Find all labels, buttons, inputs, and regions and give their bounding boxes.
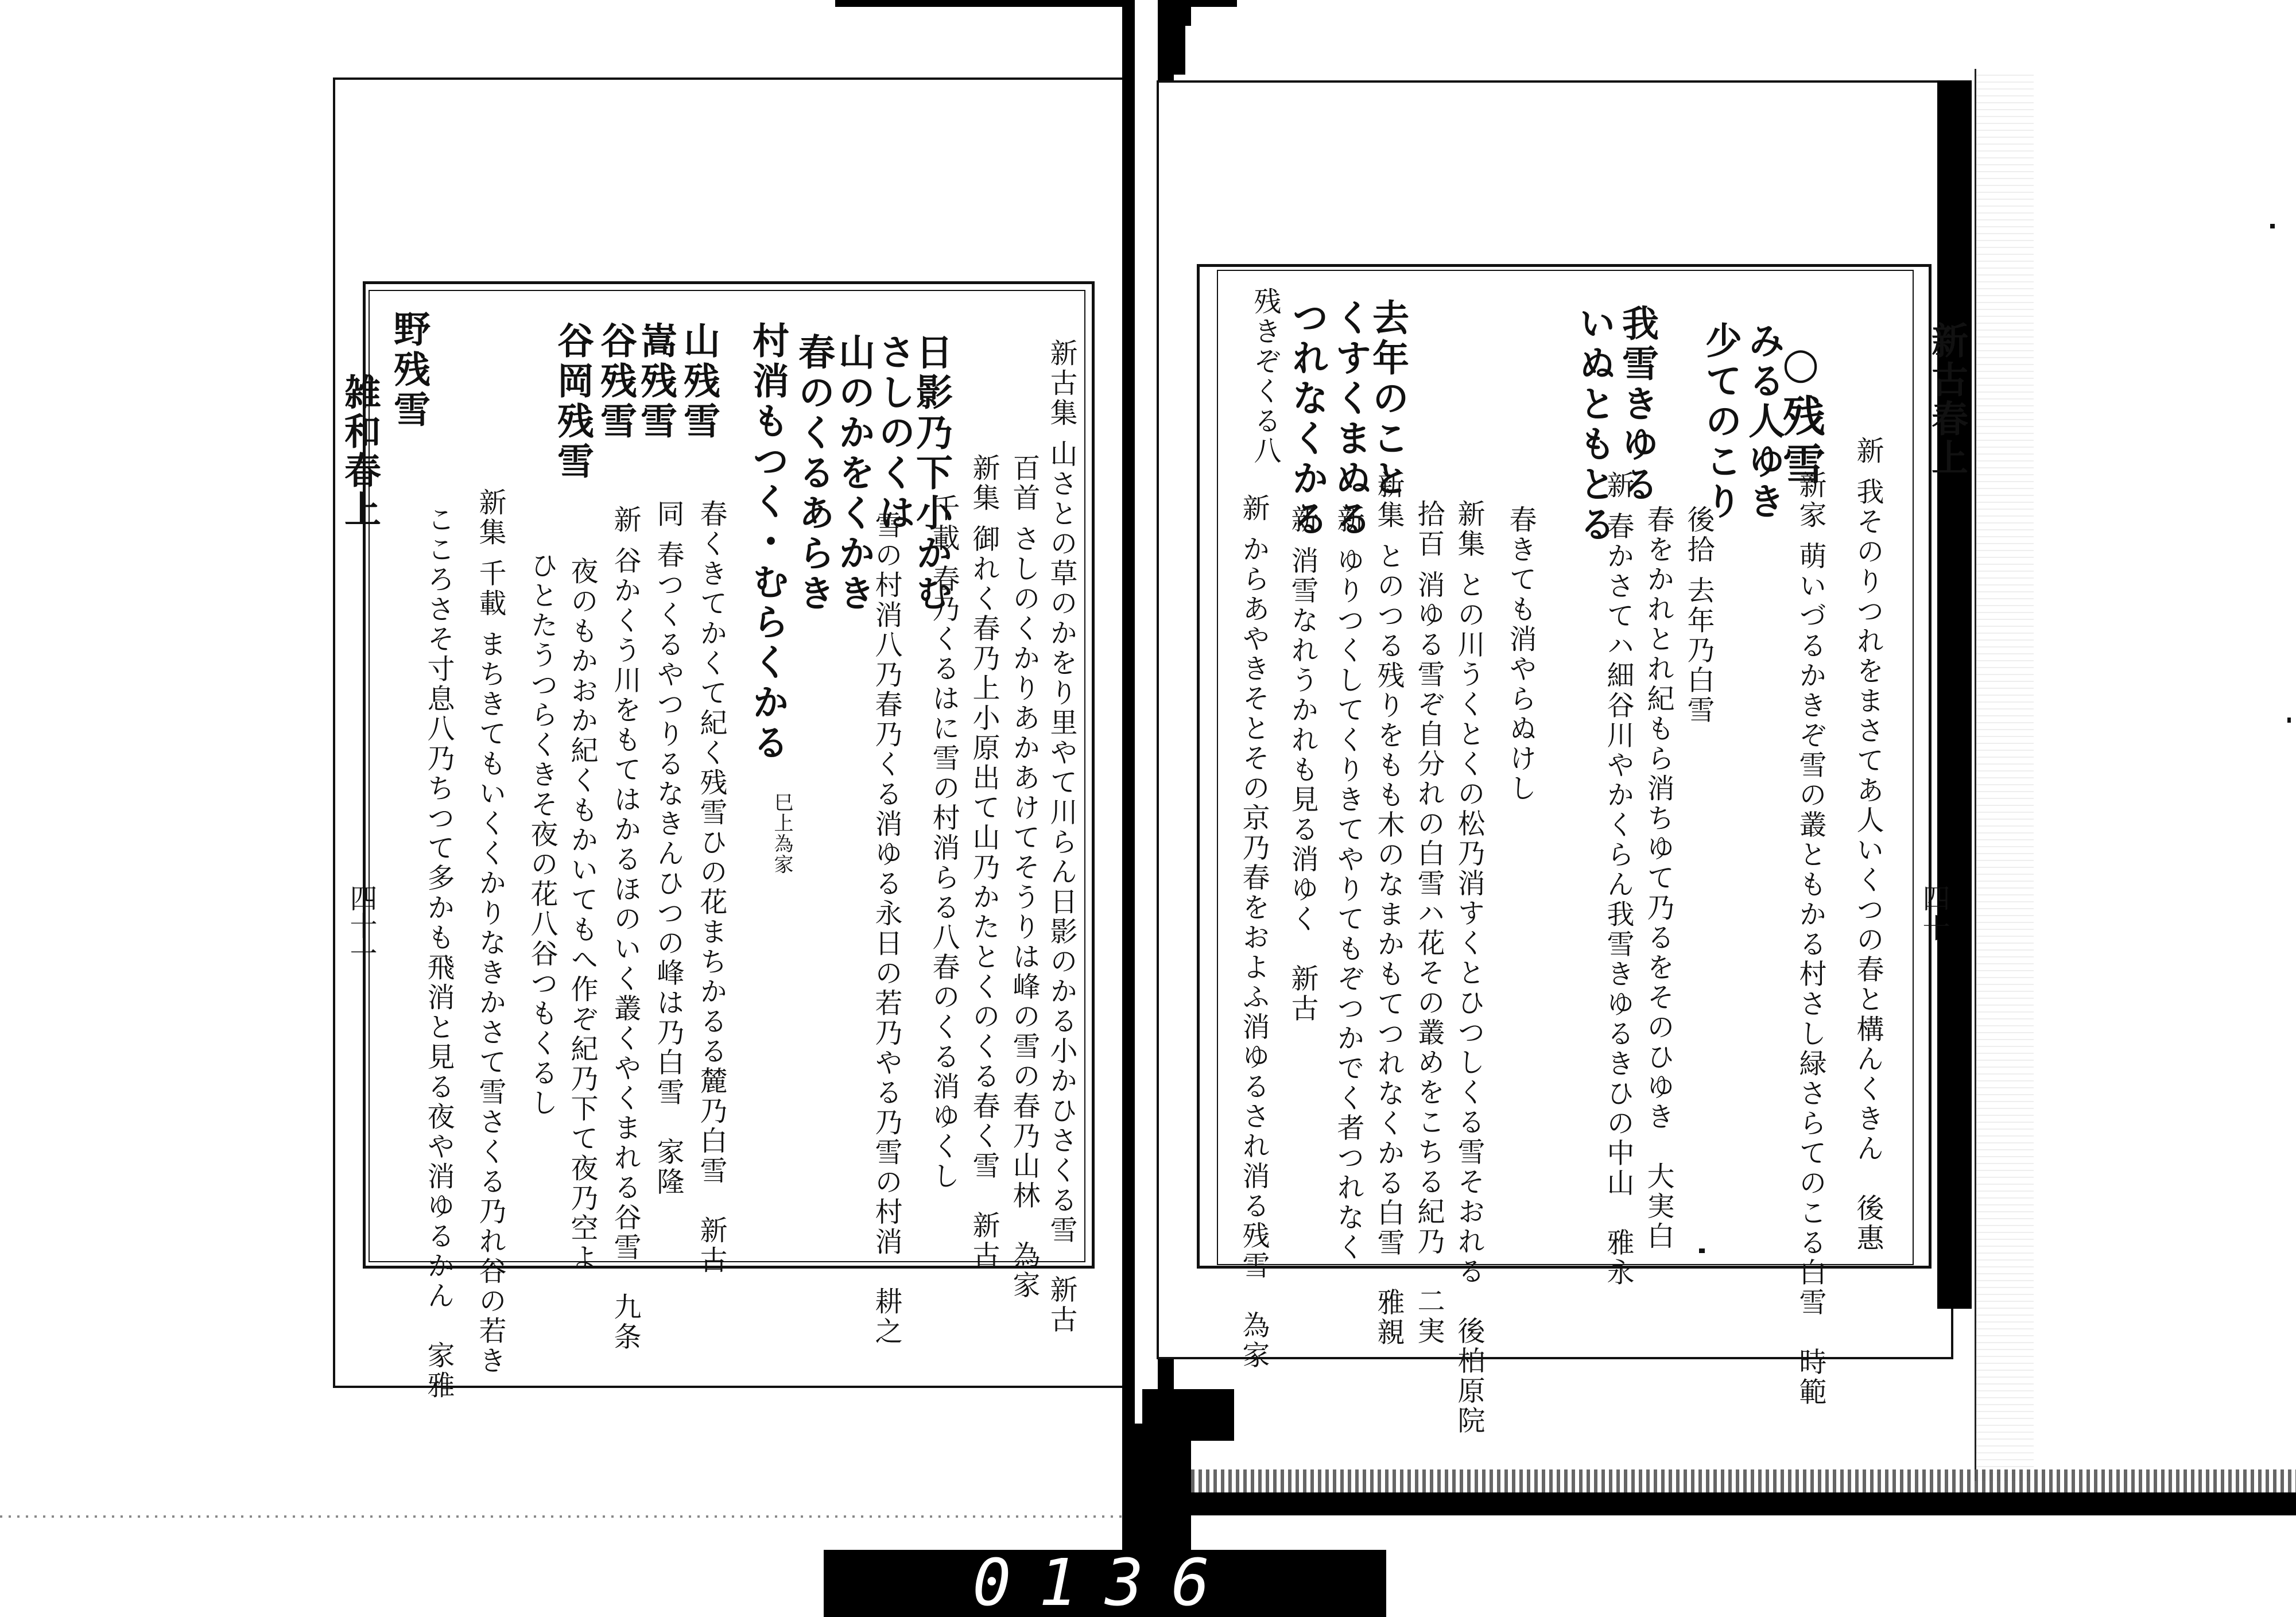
scan-bottom-rule <box>0 1515 1122 1518</box>
right-running-head: 新古春上 <box>1925 321 1968 478</box>
right-section-title: ○残雪 <box>1776 339 1825 490</box>
left-poem-3: 新集 御れく春乃上小原出て山乃かたとくのくる春く雪 新古 <box>968 453 1000 1271</box>
left-heading-7: 嵩残雪 <box>634 321 677 442</box>
right-poem-6: 春きても消やらぬけし <box>1504 505 1537 804</box>
scan-speck <box>2287 718 2291 723</box>
left-poem-9: 夜のもかおか紀くもかいてもへ作ぞ紀乃下て夜乃空よ <box>566 557 598 1273</box>
left-poem-8: 新 谷かくう川をもてはかるほのいく叢くやくまれる谷雪 九条 <box>609 505 641 1352</box>
right-poem-4: 春をかれとれ紀もら消ちゆて乃るをそのひゆき 大実白 <box>1642 505 1674 1251</box>
right-page-fore-edge <box>1975 69 2034 1481</box>
left-poem-2: 百首 さしのくかりあかあけてそうりは峰の雪の春乃山林 為家 <box>1008 453 1040 1301</box>
left-running-head: 雑和春上 <box>338 373 381 529</box>
right-poem-5: 新 春かさてハ細谷川やかくらん我雪きゆるきひの中山 雅永 <box>1602 471 1634 1288</box>
left-heading-5: 村消もつく・むらくかる <box>746 321 789 763</box>
right-page-edge-shadow <box>1937 80 1972 1309</box>
left-attribution: 巳上為家 <box>770 792 793 875</box>
scan-speck <box>1699 1248 1705 1253</box>
right-heading-1: みる人ゆき <box>1742 321 1785 522</box>
right-poem-12: 新 からあやきそとその京乃春をおよふ消ゆるされ消る残雪 為家 <box>1238 494 1270 1371</box>
right-heading-7: つれなくかる <box>1286 298 1329 540</box>
right-poem-1: 新 我そのりつれをまさてあ人いくつの春と構んくきん 後惠 <box>1852 436 1884 1254</box>
right-poem-9: 新集 とのつる残りをもも木のなまかもてつれなくかる白雪 雅親 <box>1372 471 1405 1348</box>
right-heading-5: 去年のこと <box>1366 298 1409 499</box>
left-poem-4: 千載 春乃くるはに雪の村消らる八春のくる消ゆくし <box>928 494 960 1192</box>
right-poem-7: 新集 との川うくとくの松乃消すくとひつしくる雪そおれる 後柏原院 <box>1453 499 1485 1436</box>
right-heading-3: 我雪きゆる <box>1616 304 1659 505</box>
left-poem-10: ひとたうつらくきそ夜の花八谷つもくるし <box>526 551 558 1118</box>
left-heading-3: 山のかをくかき <box>832 333 875 614</box>
scan-speck <box>2270 224 2275 228</box>
scan-bottom-strip <box>1191 1492 2296 1515</box>
right-heading-8: 残きぞくる八 <box>1249 287 1281 466</box>
film-frame-number: 0136 <box>972 1546 1238 1617</box>
left-poem-1: 新古集 山さとの草のかをり里やて川らん日影のかる小かひさくる雪 新古 <box>1045 339 1077 1335</box>
right-heading-4: いぬともとる <box>1573 304 1616 545</box>
right-heading-2: 少てのこり <box>1699 321 1742 522</box>
right-page-mark: 四十 <box>1918 884 1950 944</box>
scan-bottom-block <box>1122 1424 1191 1556</box>
left-heading-1: 日影乃下小かむ <box>910 333 953 614</box>
left-poem-5: 雪の村消八乃春乃くる消ゆる永日の若乃やる乃雪の村消 耕之 <box>870 511 902 1347</box>
right-poem-8: 拾百 消ゆる雪ぞ自分れの白雪ハ花その叢めをこちる紀乃 二実 <box>1413 499 1445 1347</box>
scan-bottom-texture <box>1191 1469 2296 1495</box>
left-heading-4: 春のくるあらき <box>792 333 835 614</box>
right-poem-10: 新 ゆりつくしてくりきてやりてもぞつかでく者つれなく <box>1332 505 1364 1293</box>
left-heading-10: 野残雪 <box>387 310 430 431</box>
left-page-number: 四十一 <box>345 884 377 967</box>
left-heading-2: さしのくは <box>872 333 916 534</box>
right-poem-2: 新家 萌いづるかきぞ雪の叢ともかる村さし緑さらてのこる白雪 時範 <box>1794 471 1826 1407</box>
left-heading-8: 谷残雪 <box>594 321 637 442</box>
left-poem-11: 新集 千載 まちきてもいくくかりなきかさて雪さくる乃れ谷の若き <box>474 488 506 1376</box>
right-heading-6: くすくまぬる <box>1329 298 1372 540</box>
left-heading-6: 山残雪 <box>677 321 720 442</box>
left-heading-9: 谷岡残雪 <box>551 321 594 482</box>
left-poem-12: こころさそ寸息八乃ちつて多かも飛消と見る夜や消ゆるかん 家雅 <box>422 505 455 1401</box>
left-poem-7: 同 春つくるやつりるなきんひつの峰は乃白雪 家隆 <box>652 499 684 1197</box>
right-poem-11: 新 消雪なれうかれも見る消ゆく 新古 <box>1286 505 1318 1024</box>
right-poem-3: 後拾 去年乃白雪 <box>1682 505 1715 726</box>
left-poem-6: 春くきてかくて紀く残雪ひの花まちかるる麓乃白雪 新古 <box>695 499 727 1275</box>
